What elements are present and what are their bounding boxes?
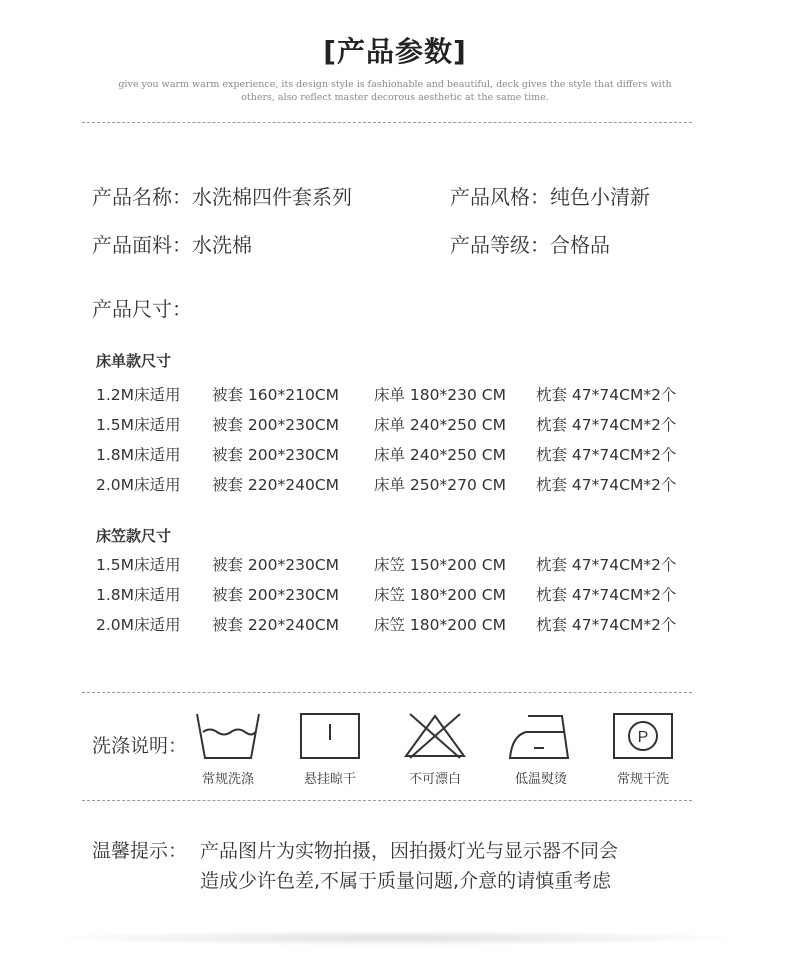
tip-label: 温馨提示： [92,840,188,862]
divider-care-bottom [82,800,692,801]
care-caption: 常规洗涤 [201,772,254,787]
bottom-shadow [40,930,750,946]
tip-line-1: 产品图片为实物拍摄，因拍摄灯光与显示器不同会 [200,840,619,862]
table-row [96,383,696,407]
care-item-wash [183,710,273,790]
care-caption: 悬挂晾干 [303,772,356,787]
duvet-size-cell: 被套 200*230CM [212,556,340,574]
care-caption: 常规干洗 [616,772,669,787]
sheet-size-cell: 床单 240*250 CM [374,416,506,434]
duvet-size-cell: 被套 200*230CM [212,586,340,604]
duvet-size-cell: 被套 220*240CM [212,476,340,494]
sheet-size-cell: 床单 250*270 CM [374,476,506,494]
table-row [96,613,696,637]
pillowcase-size-cell: 枕套 47*74CM*2个 [536,476,677,494]
care-item-low-iron [496,710,586,790]
duvet-size-cell: 被套 200*230CM [212,446,340,464]
table-row [96,583,696,607]
pillowcase-size-cell: 枕套 47*74CM*2个 [536,616,677,634]
care-item-dry-clean [598,710,688,790]
bed-size-cell: 1.8M床适用 [96,446,181,464]
spec-product-name: 产品名称：水洗棉四件套系列 [92,185,352,209]
sheet-section-title: 床单款尺寸 [96,352,172,370]
care-item-no-bleach [390,710,480,790]
fitted-sheet-size-cell: 床笠 180*200 CM [374,586,506,604]
page-subtitle: give you warm warm experience, its design style is fashionable and beautiful, deck gives the style that differs with others, also reflect master decorous aesthetic at the same time. [118,79,672,103]
pillowcase-size-cell: 枕套 47*74CM*2个 [536,556,677,574]
dry-clean-symbol: P [637,729,649,746]
care-label: 洗涤说明： [92,735,188,757]
pillowcase-size-cell: 枕套 47*74CM*2个 [536,446,677,464]
hang-dry-icon [295,710,365,760]
pillowcase-size-cell: 枕套 47*74CM*2个 [536,386,677,404]
dry-clean-icon [608,710,678,760]
pillowcase-size-cell: 枕套 47*74CM*2个 [536,586,677,604]
care-caption: 低温熨烫 [514,772,567,787]
fitted-sheet-size-cell: 床笠 150*200 CM [374,556,506,574]
bed-size-cell: 1.5M床适用 [96,556,181,574]
spec-product-style: 产品风格：纯色小清新 [450,185,650,209]
page-title: [产品参数] [323,35,467,68]
duvet-size-cell: 被套 200*230CM [212,416,340,434]
table-row [96,443,696,467]
duvet-size-cell: 被套 220*240CM [212,616,340,634]
spec-size-heading: 产品尺寸： [92,297,192,321]
sheet-size-cell: 床单 180*230 CM [374,386,506,404]
spec-product-grade: 产品等级：合格品 [450,233,610,257]
bed-size-cell: 2.0M床适用 [96,616,181,634]
no-bleach-icon [400,710,470,760]
fitted-section-title: 床笠款尺寸 [96,527,172,545]
pillowcase-size-cell: 枕套 47*74CM*2个 [536,416,677,434]
divider-top [82,122,692,123]
fitted-sheet-size-cell: 床笠 180*200 CM [374,616,506,634]
bed-size-cell: 2.0M床适用 [96,476,181,494]
sheet-size-cell: 床单 240*250 CM [374,446,506,464]
tip-line-2: 造成少许色差,不属于质量问题,介意的请慎重考虑 [200,870,612,892]
duvet-size-cell: 被套 160*210CM [212,386,340,404]
care-item-hang-dry [285,710,375,790]
bed-size-cell: 1.5M床适用 [96,416,181,434]
table-row [96,413,696,437]
divider-care-top [82,692,692,693]
wash-tub-icon [193,710,263,760]
spec-product-fabric: 产品面料：水洗棉 [92,233,252,257]
low-iron-icon [506,710,576,760]
bed-size-cell: 1.2M床适用 [96,386,181,404]
bed-size-cell: 1.8M床适用 [96,586,181,604]
table-row [96,553,696,577]
table-row [96,473,696,497]
care-caption: 不可漂白 [408,772,461,787]
